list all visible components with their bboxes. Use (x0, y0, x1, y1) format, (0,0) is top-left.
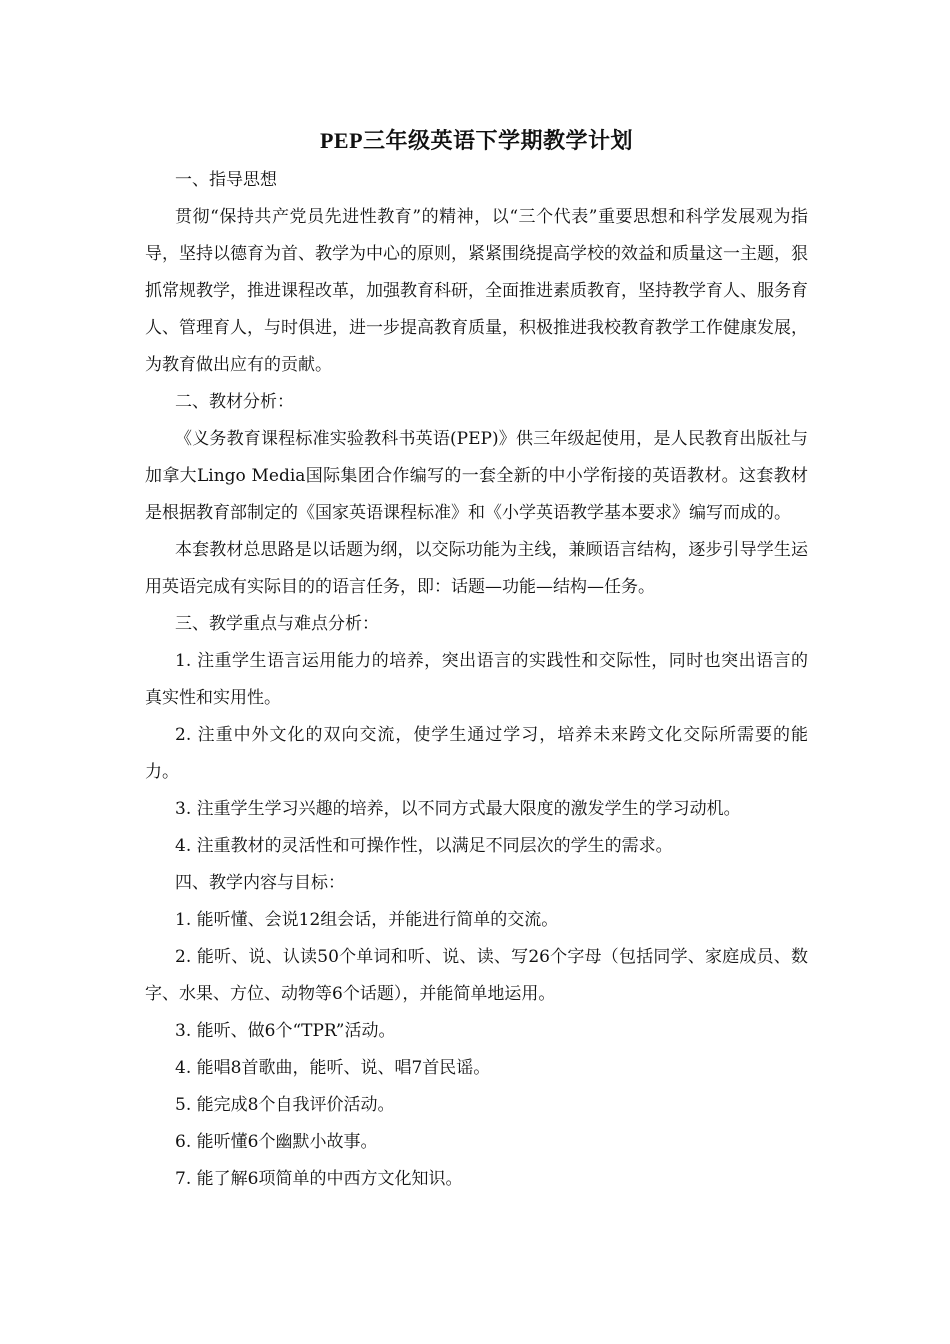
list-item-key-point-4: 4. 注重教材的灵活性和可操作性，以满足不同层次的学生的需求。 (175, 836, 673, 856)
list-item-key-point-2: 2. 注重中外文化的双向交流，使学生通过学习，培养未来跨文化交际所需要的能力。 (145, 725, 808, 782)
list-item-goal-6: 6. 能听懂6个幽默小故事。 (175, 1132, 378, 1152)
list-item-key-point-3: 3. 注重学生学习兴趣的培养，以不同方式最大限度的激发学生的学习动机。 (175, 799, 741, 819)
section-heading-content-goals: 四、教学内容与目标： (175, 873, 345, 893)
list-item-goal-5: 5. 能完成8个自我评价活动。 (175, 1095, 395, 1115)
list-item-goal-4: 4. 能唱8首歌曲，能听、说、唱7首民谣。 (175, 1058, 491, 1078)
document-title: PEP三年级英语下学期教学计划 (319, 128, 634, 153)
list-item-goal-7: 7. 能了解6项简单的中西方文化知识。 (175, 1169, 463, 1189)
list-item-goal-3: 3. 能听、做6个“TPR”活动。 (175, 1021, 396, 1041)
document-page (145, 120, 808, 1198)
section-heading-textbook-analysis: 二、教材分析： (175, 392, 294, 412)
section-heading-guiding-ideology: 一、指导思想 (175, 170, 277, 190)
section-heading-key-points: 三、教学重点与难点分析： (175, 614, 379, 634)
list-item-key-point-1: 1. 注重学生语言运用能力的培养，突出语言的实践性和交际性，同时也突出语言的真实性和实用性。 (145, 651, 808, 708)
paragraph-textbook-intro: 《义务教育课程标准实验教科书英语(PEP)》供三年级起使用，是人民教育出版社与加拿大Lingo Media国际集团合作编写的一套全新的中小学衔接的英语教材。这套教材是根据教育部制定的《国家英语课程标准》和《小学英语教学基本要求》编写而成的。 (145, 429, 808, 523)
list-item-goal-2: 2. 能听、说、认读50个单词和听、说、读、写26个字母（包括同学、家庭成员、数字、水果、方位、动物等6个话题），并能简单地运用。 (145, 947, 808, 1004)
paragraph-textbook-approach: 本套教材总思路是以话题为纲，以交际功能为主线，兼顾语言结构，逐步引导学生运用英语完成有实际目的的语言任务，即：话题—功能—结构—任务。 (145, 540, 808, 597)
paragraph-guiding-ideology: 贯彻“保持共产党员先进性教育”的精神，以“三个代表”重要思想和科学发展观为指导，坚持以德育为首、教学为中心的原则，紧紧围绕提高学校的效益和质量这一主题，狠抓常规教学，推进课程改革，加强教育科研，全面推进素质教育，坚持教学育人、服务育人、管理育人，与时俱进，进一步提高教育质量，积极推进我校教育教学工作健康发展，为教育做出应有的贡献。 (145, 207, 808, 375)
list-item-goal-1: 1. 能听懂、会说12组会话，并能进行简单的交流。 (175, 910, 559, 930)
